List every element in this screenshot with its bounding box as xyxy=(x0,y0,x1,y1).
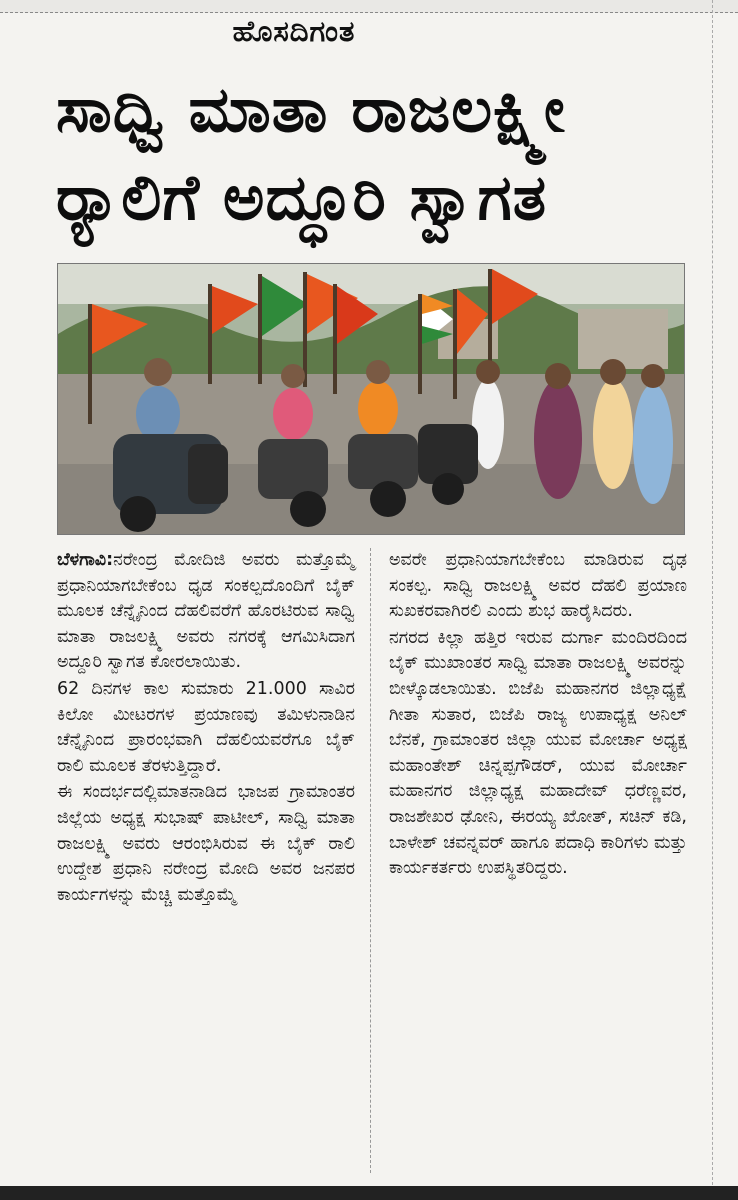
article-column-left xyxy=(57,548,355,909)
headline-line-1: ಸಾಧ್ವಿ ಮಾತಾ ರಾಜಲಕ್ಷ್ಮೀ xyxy=(56,73,566,146)
cropped-text-strip xyxy=(60,0,700,6)
newspaper-masthead xyxy=(0,14,738,49)
column-divider xyxy=(370,548,372,1173)
article-headline xyxy=(56,66,696,242)
rally-photo-illustration xyxy=(58,264,684,534)
rally-photo xyxy=(57,263,685,535)
article-column-right xyxy=(389,548,687,883)
article-paragraph-4: ಅವರೇ ಪ್ರಧಾನಿಯಾಗಬೇಕೆಂಬ ಮಾಡಿರುವ ದೃಢ ಸಂಕಲ್ಪ. ಸಾಧ್ವಿ ರಾಜಲಕ್ಷ್ಮಿ ಅವರ ದೆಹಲಿ ಪ್ರಯಾಣ ಸುಖಕರವಾಗಿರಲಿ ಎಂದು ಶುಭ ಹಾರೈಸಿದರು. xyxy=(389,550,687,622)
article-paragraph-2: 62 ದಿನಗಳ ಕಾಲ ಸುಮಾರು 21.000 ಸಾವಿರ ಕಿಲೋ ಮೀಟರಗಳ ಪ್ರಯಾಣವು ತಮಿಳುನಾಡಿನ ಚೆನ್ನೈನಿಂದ ಪ್ರಾರಂಭವಾಗಿ ದೆಹಲಿಯವರೆಗೂ ಬೈಕ್ ರಾಲಿ ಮೂಲಕ ತೆರಳುತ್ತಿದ್ದಾರೆ. xyxy=(57,678,355,776)
article-dateline: ಬೆಳಗಾವಿ: xyxy=(57,550,114,570)
masthead-title: ಹೊಸದಿಗಂತ xyxy=(232,14,356,48)
article-paragraph-1 xyxy=(57,548,355,676)
previous-article-strip xyxy=(0,0,738,13)
article-paragraph-5: ನಗರದ ಕಿಲ್ಲಾ ಹತ್ತಿರ ಇರುವ ದುರ್ಗಾ ಮಂದಿರದಿಂದ ಬೈಕ್ ಮುಖಾಂತರ ಸಾಧ್ವಿ ಮಾತಾ ರಾಜಲಕ್ಷ್ಮಿ ಅವರನ್ನು ಬೀಳ್ಕೊಡಲಾಯಿತು. ಬಿಜೆಪಿ ಮಹಾನಗರ ಜಿಲ್ಲಾಧ್ಯಕ್ಷೆ ಗೀತಾ ಸುತಾರ, ಬಿಜೆಪಿ ರಾಜ್ಯ ಉಪಾಧ್ಯಕ್ಷ ಅನಿಲ್ ಬೆನಕೆ, ಗ್ರಾಮಾಂತರ ಜಿಲ್ಲಾ ಯುವ ಮೋರ್ಚಾ ಅಧ್ಯಕ್ಷ ಮಹಾಂತೇಶ್ ಚಿನ್ನಪ್ಪಗೌಡರ್, ಯುವ ಮೋರ್ಚಾ ಮಹಾನಗರ ಜಿಲ್ಲಾಧ್ಯಕ್ಷ ಮಹಾದೇವ್ ಧರೆಣ್ಣವರ, ರಾಜಶೇಖರ ಢೋನಿ, ಈರಯ್ಯ ಖೋತ್, ಸಚಿನ್ ಕಡಿ, ಬಾಳೇಶ್ ಚವನ್ನವರ್ ಹಾಗೂ ಪದಾಧಿ ಕಾರಿಗಳು ಮತ್ತು ಕಾರ್ಯಕರ್ತರು ಉಪಸ್ಥಿತರಿದ್ದರು. xyxy=(389,627,687,879)
article-paragraph-3: ಈ ಸಂದರ್ಭದಲ್ಲಿಮಾತನಾಡಿದ ಭಾಜಪ ಗ್ರಾಮಾಂತರ ಜಿಲ್ಲೆಯ ಅಧ್ಯಕ್ಷ ಸುಭಾಷ್ ಪಾಟೀಲ್, ಸಾಧ್ವಿ ಮಾತಾ ರಾಜಲಕ್ಷ್ಮಿ ಅವರು ಆರಂಭಿಸಿರುವ ಈ ಬೈಕ್ ರಾಲಿ ಉದ್ದೇಶ ಪ್ರಧಾನಿ ನರೇಂದ್ರ ಮೋದಿ ಅವರ ಜನಪರ ಕಾರ್ಯಗಳನ್ನು ಮೆಚ್ಚಿ ಮತ್ತೊಮ್ಮೆ xyxy=(57,782,355,905)
headline-line-2: ರ್‍ಯಾಲಿಗೆ ಅದ್ಧೂರಿ ಸ್ವಾಗತ xyxy=(56,161,548,234)
bottom-bar xyxy=(0,1186,738,1200)
page-edge-rule xyxy=(712,0,714,1200)
article-paragraph-1-text: ನರೇಂದ್ರ ಮೋದಿಜಿ ಅವರು ಮತ್ತೊಮ್ಮೆ ಪ್ರಧಾನಿಯಾಗಬೇಕೆಂಬ ಧೃಡ ಸಂಕಲ್ಪದೊಂದಿಗೆ ಬೈಕ್ ಮೂಲಕ ಚೆನ್ನೈನಿಂದ ದೆಹಲಿವರೆಗೆ ಹೊರಟಿರುವ ಸಾಧ್ವಿ ಮಾತಾ ರಾಜಲಕ್ಷ್ಮಿ ಅವರು ನಗರಕ್ಕೆ ಆಗಮಿಸಿದಾಗ ಅದ್ದೂರಿ ಸ್ವಾಗತ ಕೋರಲಾಯಿತು. xyxy=(57,550,355,673)
